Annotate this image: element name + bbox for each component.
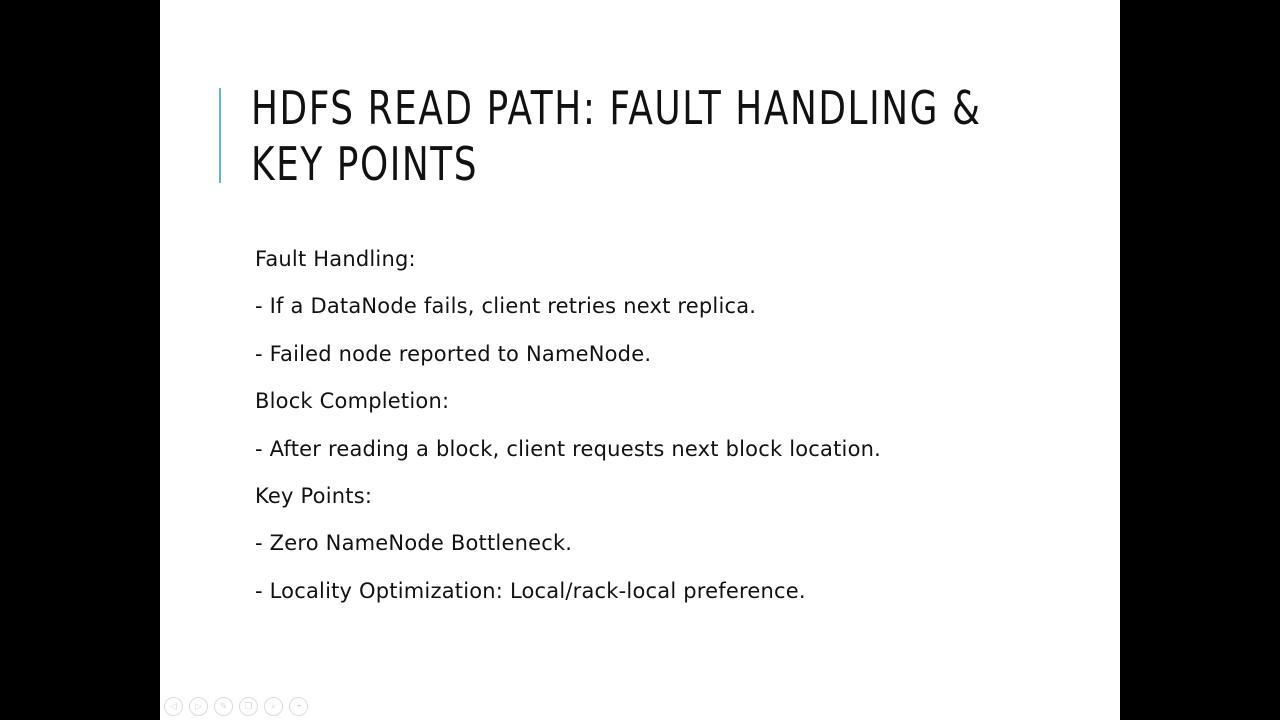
previous-icon: ◁: [170, 701, 177, 711]
title-line-2: KEY POINTS: [251, 137, 479, 191]
slide-title: [251, 80, 982, 192]
more-options-button[interactable]: [289, 697, 308, 716]
zoom-icon: ⌕: [270, 701, 277, 711]
bullet-item: - Zero NameNode Bottleneck.: [255, 531, 573, 556]
slideshow-toolbar: [164, 697, 308, 716]
slide: [160, 0, 1120, 720]
section-heading-fault-handling: Fault Handling:: [255, 247, 416, 271]
bullet-item: - If a DataNode fails, client retries next replica.: [255, 294, 757, 319]
title-accent-bar: [219, 88, 221, 183]
pen-button[interactable]: [214, 697, 233, 716]
zoom-button[interactable]: [264, 697, 283, 716]
see-all-slides-button[interactable]: [239, 697, 258, 716]
bullet-item: - Failed node reported to NameNode.: [255, 341, 652, 366]
slides-icon: ❐: [244, 701, 253, 711]
title-line-1: HDFS READ PATH: FAULT HANDLING &: [251, 81, 982, 135]
next-slide-button[interactable]: [189, 697, 208, 716]
slide-body: [255, 243, 881, 622]
bullet-item: - Locality Optimization: Local/rack-local preference.: [255, 578, 806, 603]
bullet-item: - After reading a block, client requests next block location.: [255, 436, 881, 461]
section-heading-block-completion: Block Completion:: [255, 389, 450, 414]
previous-slide-button[interactable]: [164, 697, 183, 716]
section-heading-key-points: Key Points:: [255, 483, 373, 508]
more-icon: •••: [296, 703, 301, 710]
next-icon: ▷: [195, 701, 202, 711]
pen-icon: ✎: [219, 701, 228, 711]
